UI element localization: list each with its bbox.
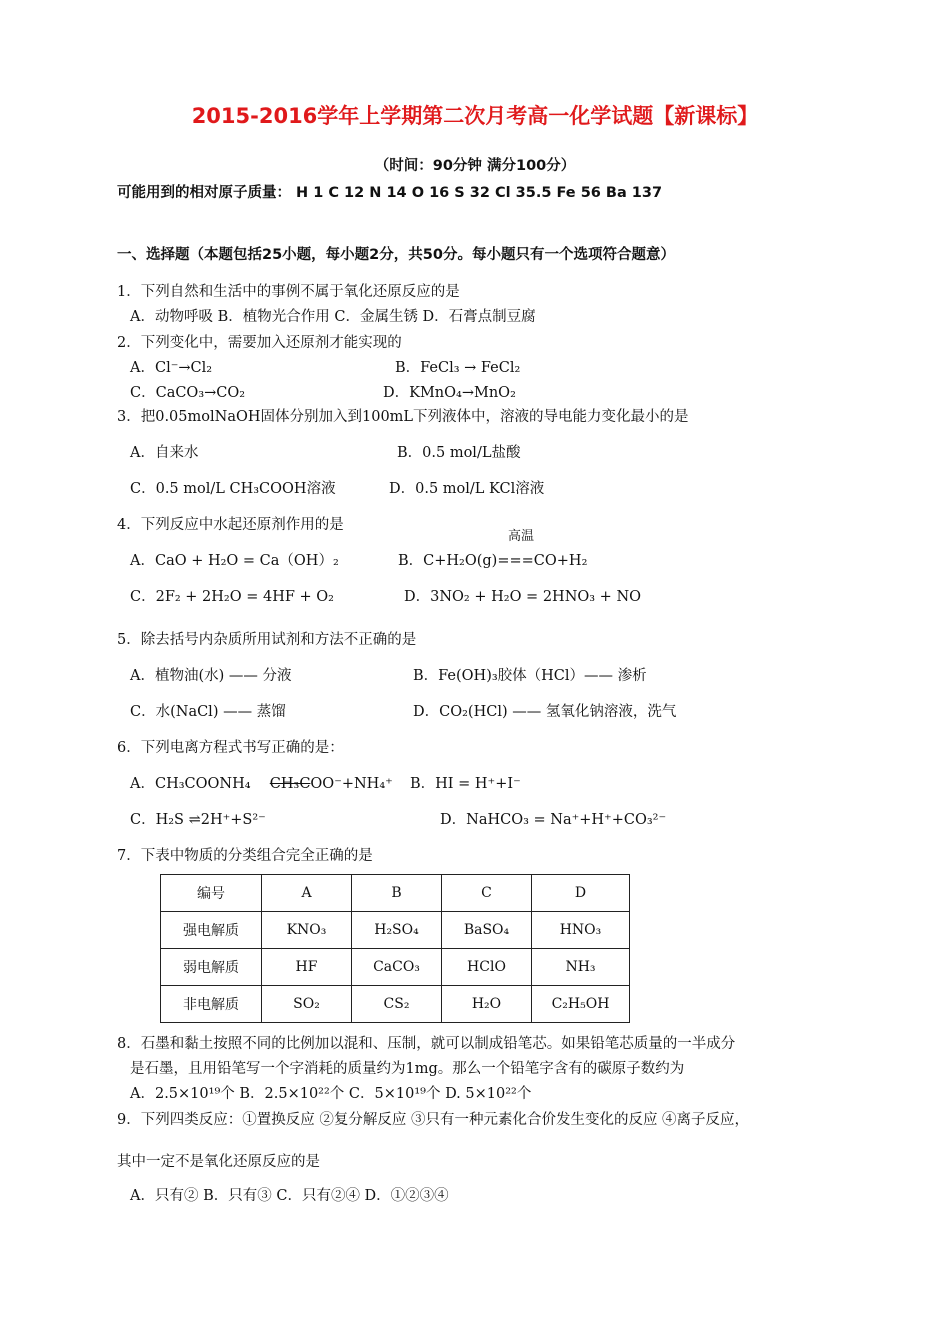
question-5-option-c: C．水(NaCl) —— 蒸馏: [130, 704, 286, 720]
question-7-stem: 7．下表中物质的分类组合完全正确的是: [117, 848, 373, 864]
question-2-option-d: D．KMnO₄→MnO₂: [383, 385, 516, 401]
table-row: [161, 912, 630, 949]
question-3-option-b: B．0.5 mol/L盐酸: [397, 445, 521, 461]
table-cell: C₂H₅OH: [532, 986, 630, 1023]
question-1-stem: 1．下列自然和生活中的事例不属于氧化还原反应的是: [117, 284, 460, 300]
table-cell: KNO₃: [262, 912, 352, 949]
question-3-option-c: C．0.5 mol/L CH₃COOH溶液: [130, 481, 336, 497]
table-cell: 强电解质: [161, 912, 262, 949]
question-3-option-a: A．自来水: [130, 445, 199, 461]
question-6-option-a: [130, 772, 393, 793]
question-5-option-a: A．植物油(水) —— 分液: [130, 668, 292, 684]
option-a-products: OO⁻+NH₄⁺: [310, 776, 393, 792]
question-2-option-b: B．FeCl₃ → FeCl₂: [395, 360, 521, 376]
table-cell: HClO: [442, 949, 532, 986]
table-cell: HNO₃: [532, 912, 630, 949]
question-4-option-b: B．C+H₂O(g)===CO+H₂: [398, 553, 588, 569]
time-info: （时间：90分钟 满分100分）: [374, 158, 576, 174]
question-2-option-a: A．Cl⁻→Cl₂: [130, 360, 213, 376]
table-cell: B: [352, 875, 442, 912]
reaction-condition: 高温: [508, 529, 535, 544]
table-cell: CaCO₃: [352, 949, 442, 986]
question-1-options: A．动物呼吸 B．植物光合作用 C．金属生锈 D．石膏点制豆腐: [130, 309, 536, 325]
table-row: [161, 875, 630, 912]
question-9-options: A．只有② B．只有③ C．只有②④ D．①②③④: [130, 1188, 449, 1204]
table-cell: H₂SO₄: [352, 912, 442, 949]
question-6-option-c: C．H₂S ⇌2H⁺+S²⁻: [130, 812, 266, 828]
question-5-option-d: D．CO₂(HCl) —— 氢氧化钠溶液，洗气: [413, 704, 677, 720]
question-2-option-c: C．CaCO₃→CO₂: [130, 385, 246, 401]
table-cell: D: [532, 875, 630, 912]
exam-title: 2015-2016学年上学期第二次月考高一化学试题【新课标】: [191, 104, 759, 128]
table-cell: A: [262, 875, 352, 912]
section-heading: 一、选择题（本题包括25小题，每小题2分，共50分。每小题只有一个选项符合题意）: [117, 247, 675, 263]
question-8-stem-line-1: 8．石墨和黏土按照不同的比例加以混和、压制，就可以制成铅笔芯。如果铅笔芯质量的一半成分: [117, 1036, 736, 1052]
question-4-stem: 4．下列反应中水起还原剂作用的是: [117, 517, 344, 533]
classification-table: [160, 874, 630, 1023]
option-a-struck-text: CH₃C: [269, 776, 311, 792]
question-4-option-d: D．3NO₂ + H₂O = 2HNO₃ + NO: [404, 589, 642, 605]
question-6-stem: 6．下列电离方程式书写正确的是：: [117, 740, 344, 756]
table-row: [161, 986, 630, 1023]
table-cell: 编号: [161, 875, 262, 912]
question-6-option-d: D．NaHCO₃ = Na⁺+H⁺+CO₃²⁻: [440, 812, 667, 828]
table-cell: BaSO₄: [442, 912, 532, 949]
question-5-stem: 5．除去括号内杂质所用试剂和方法不正确的是: [117, 632, 417, 648]
question-8-stem-line-2: 是石墨，且用铅笔写一个字消耗的质量约为1mg。那么一个铅笔字含有的碳原子数约为: [130, 1061, 685, 1077]
table-cell: HF: [262, 949, 352, 986]
question-4-option-c: C．2F₂ + 2H₂O = 4HF + O₂: [130, 589, 334, 605]
question-3-option-d: D．0.5 mol/L KCl溶液: [389, 481, 545, 497]
question-5-option-b: B．Fe(OH)₃胶体（HCl）—— 渗析: [413, 668, 647, 684]
option-a-reactant: A．CH₃COONH₄: [130, 776, 251, 792]
question-2-stem: 2．下列变化中，需要加入还原剂才能实现的: [117, 335, 402, 351]
question-4-option-a: A．CaO + H₂O = Ca（OH）₂: [130, 553, 339, 569]
question-8-options: A．2.5×10¹⁹个 B．2.5×10²²个 C．5×10¹⁹个 D. 5×10²²个: [130, 1086, 532, 1102]
table-cell: C: [442, 875, 532, 912]
table-cell: SO₂: [262, 986, 352, 1023]
table-cell: 弱电解质: [161, 949, 262, 986]
atomic-mass-line: 可能用到的相对原子质量： H 1 C 12 N 14 O 16 S 32 Cl 35.5 Fe 56 Ba 137: [117, 185, 663, 201]
table-cell: 非电解质: [161, 986, 262, 1023]
question-6-option-b: B．HI = H⁺+I⁻: [410, 776, 521, 792]
question-3-stem: 3．把0.05molNaOH固体分别加入到100mL下列液体中，溶液的导电能力变化最小的是: [117, 409, 689, 425]
table-cell: H₂O: [442, 986, 532, 1023]
question-9-stem-line-2: 其中一定不是氧化还原反应的是: [117, 1154, 320, 1170]
table-cell: NH₃: [532, 949, 630, 986]
table-cell: CS₂: [352, 986, 442, 1023]
question-9-stem-line-1: 9．下列四类反应：①置换反应 ②复分解反应 ③只有一种元素化合价发生变化的反应 ④离子反应，: [117, 1112, 750, 1128]
table-row: [161, 949, 630, 986]
